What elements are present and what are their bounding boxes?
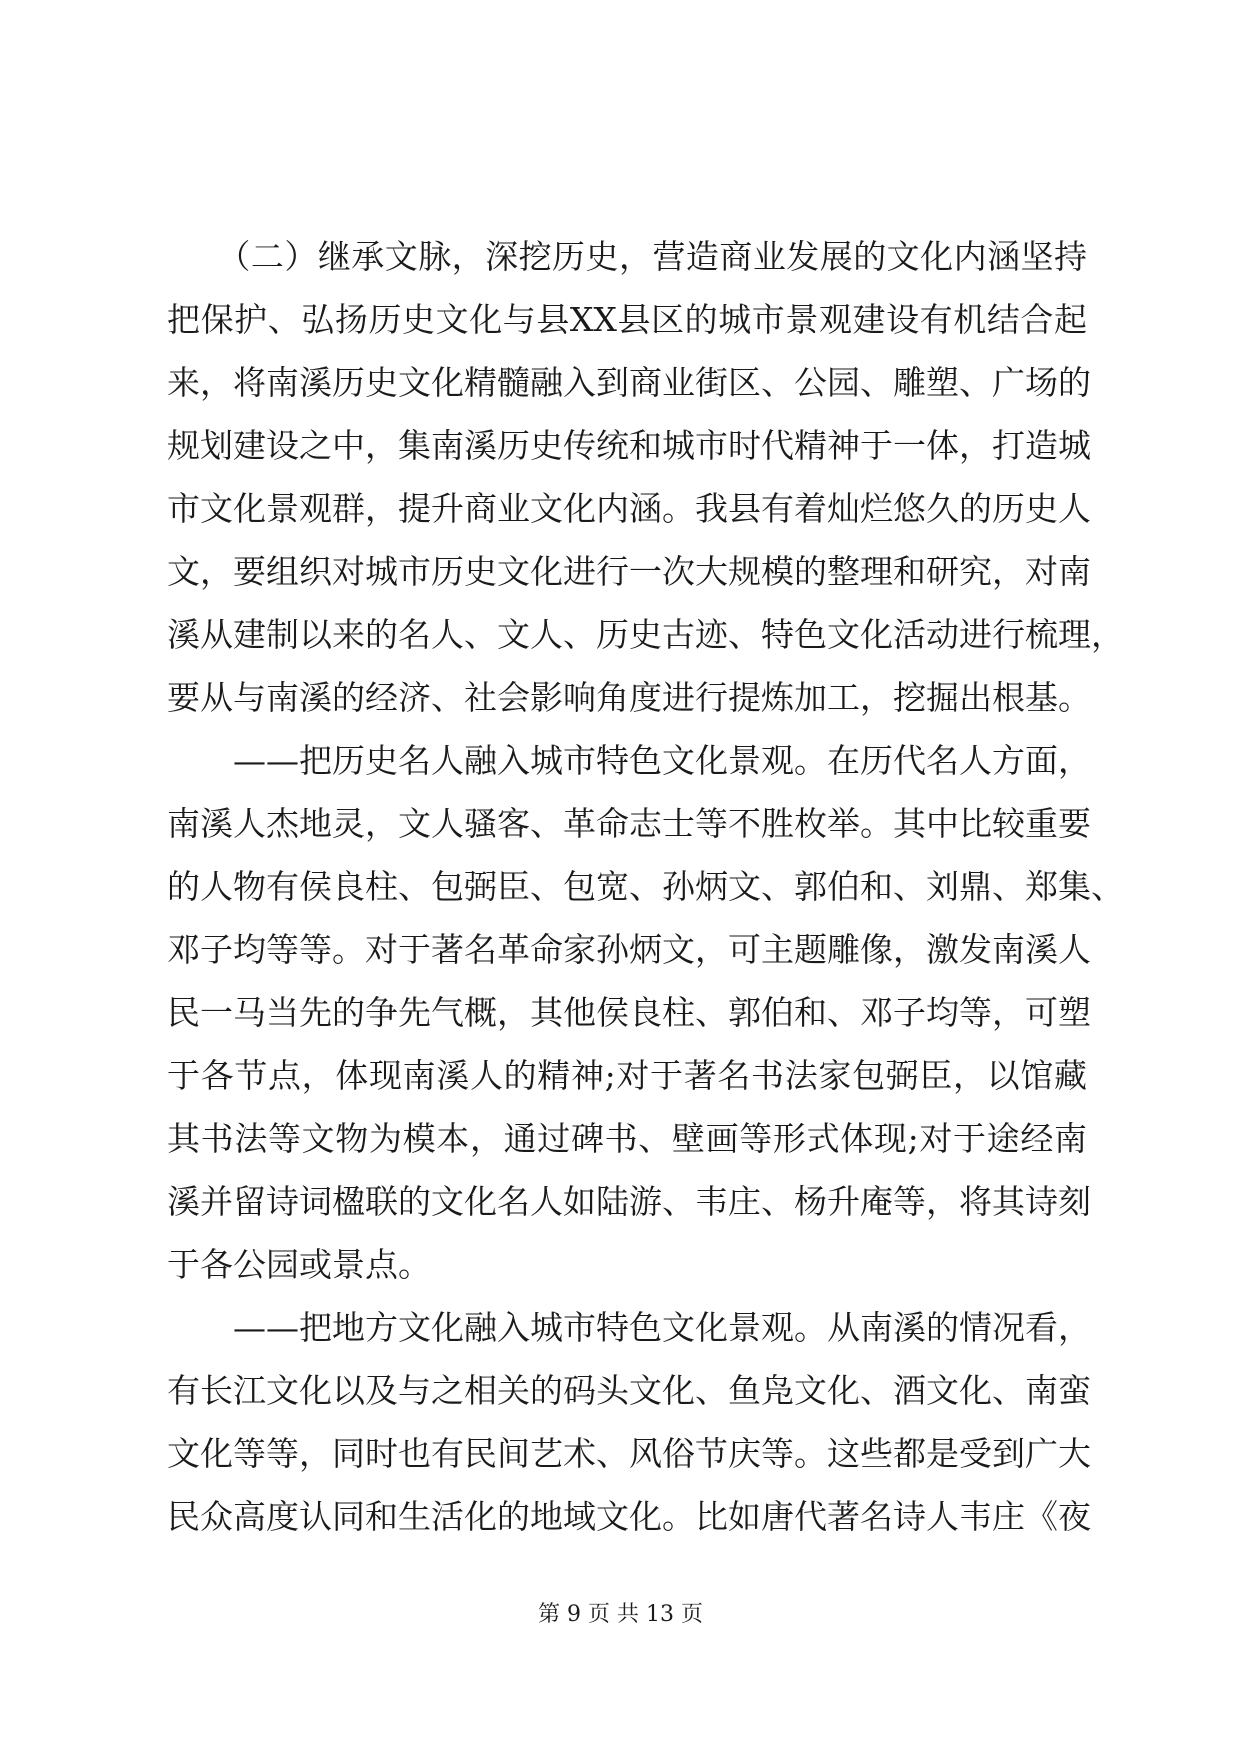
text-line: 市文化景观群，提升商业文化内涵。我县有着灿烂悠久的历史人 bbox=[167, 489, 1091, 528]
text-line: 其书法等文物为模本，通过碑书、壁画等形式体现;对于途经南 bbox=[167, 1119, 1087, 1158]
text-line: 于各公园或景点。 bbox=[167, 1245, 431, 1284]
text-line: 于各节点，体现南溪人的精神;对于著名书法家包弼臣，以馆藏 bbox=[167, 1056, 1087, 1095]
text-line: 溪并留诗词楹联的文化名人如陆游、韦庄、杨升庵等，将其诗刻 bbox=[167, 1182, 1091, 1221]
text-line: 文化等等，同时也有民间艺术、风俗节庆等。这些都是受到广大 bbox=[167, 1434, 1091, 1473]
text-line: 文，要组织对城市历史文化进行一次大规模的整理和研究，对南 bbox=[167, 552, 1091, 591]
text-line: 民众高度认同和生活化的地域文化。比如唐代著名诗人韦庄《夜 bbox=[167, 1497, 1091, 1536]
text-line: 溪从建制以来的名人、文人、历史古迹、特色文化活动进行梳理， bbox=[167, 615, 1124, 654]
text-line: ——把历史名人融入城市特色文化景观。在历代名人方面， bbox=[167, 741, 1091, 780]
text-line: 民一马当先的争先气概，其他侯良柱、郭伯和、邓子均等，可塑 bbox=[167, 993, 1091, 1032]
text-line: 的人物有侯良柱、包弼臣、包宽、孙炳文、郭伯和、刘鼎、郑集、 bbox=[167, 867, 1124, 906]
text-line: 来，将南溪历史文化精髓融入到商业街区、公园、雕塑、广场的 bbox=[167, 363, 1091, 402]
text-line: 要从与南溪的经济、社会影响角度进行提炼加工，挖掘出根基。 bbox=[167, 678, 1091, 717]
text-line: 邓子均等等。对于著名革命家孙炳文，可主题雕像，激发南溪人 bbox=[167, 930, 1091, 969]
text-line: 有长江文化以及与之相关的码头文化、鱼凫文化、酒文化、南蛮 bbox=[167, 1371, 1091, 1410]
text-line: 规划建设之中，集南溪历史传统和城市时代精神于一体，打造城 bbox=[167, 426, 1091, 465]
text-line: 南溪人杰地灵，文人骚客、革命志士等不胜枚举。其中比较重要 bbox=[167, 804, 1091, 843]
page-footer: 第 9 页 共 13 页 bbox=[538, 1602, 703, 1627]
body-text bbox=[167, 225, 1124, 1548]
text-line: （二）继承文脉，深挖历史，营造商业发展的文化内涵坚持 bbox=[167, 237, 1087, 276]
text-line: ——把地方文化融入城市特色文化景观。从南溪的情况看， bbox=[167, 1308, 1091, 1347]
text-line: 把保护、弘扬历史文化与县XX县区的城市景观建设有机结合起 bbox=[167, 300, 1087, 339]
